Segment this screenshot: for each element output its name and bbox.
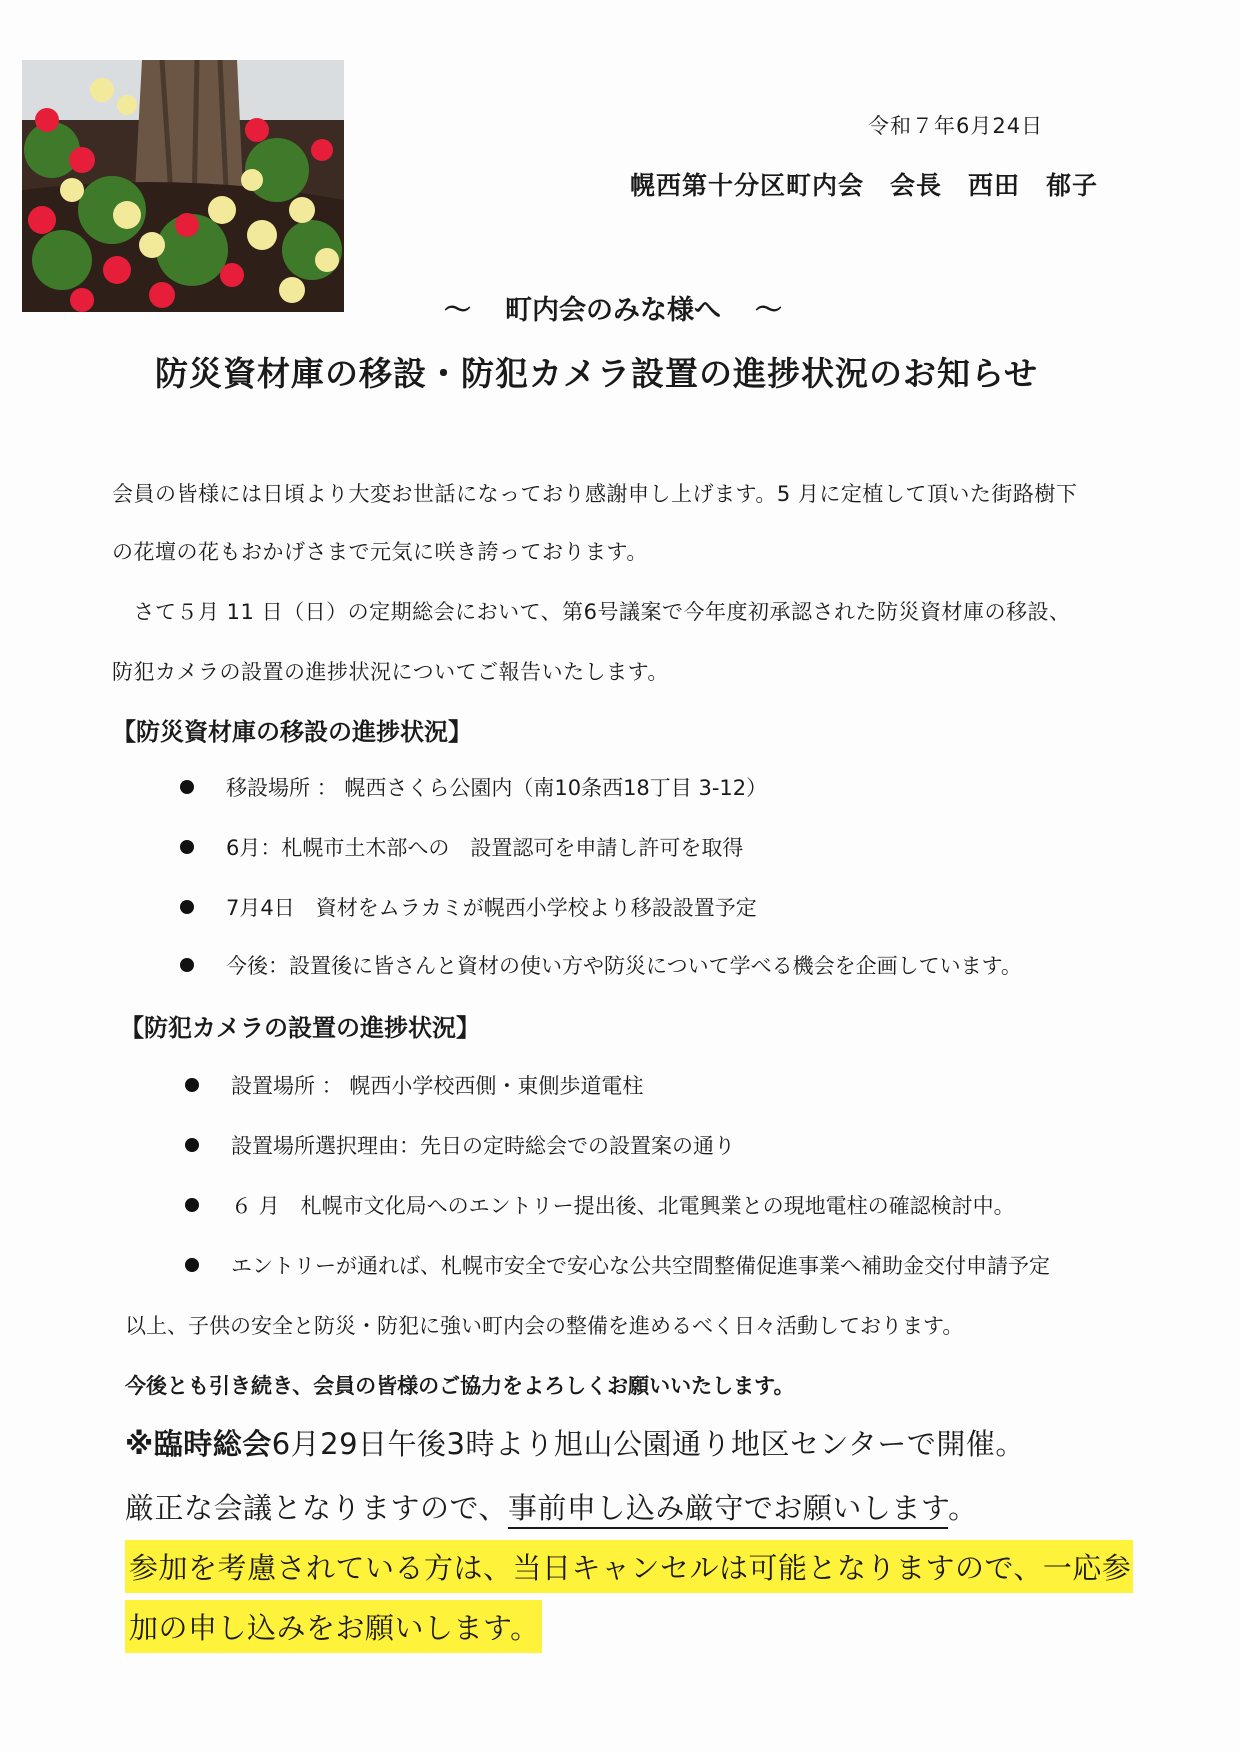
list-item (180, 950, 1022, 980)
list-item-text: 設置場所 ： 幌西小学校西側・東側歩道電柱 (231, 1074, 644, 1098)
list-item (185, 1250, 1050, 1280)
flower-bed-image (22, 60, 344, 312)
issue-date: 令和７年6月24日 (868, 114, 1044, 138)
bullet-icon (185, 1138, 199, 1152)
list-item-text: 今後：設置後に皆さんと資材の使い方や防災について学べる機会を企画しています。 (226, 954, 1022, 978)
registration-notice-text: 厳正な会議となりますので、 (125, 1491, 508, 1525)
section-heading-camera: 【防犯カメラの設置の進捗状況】 (120, 1014, 480, 1042)
bullet-icon (180, 780, 194, 794)
greeting-tilde-left: ～ (444, 295, 471, 326)
closing-request: 今後とも引き続き、会員の皆様のご協力をよろしくお願いいたします。 (125, 1374, 795, 1398)
bullet-icon (180, 900, 194, 914)
bullet-icon (185, 1258, 199, 1272)
list-item (185, 1190, 1015, 1220)
sender-name: 幌西第十分区町内会 会長 西田 郁子 (630, 171, 1099, 200)
list-item-text: 6月：札幌市土木部への 設置認可を申請し許可を取得 (226, 836, 744, 860)
list-item (185, 1070, 643, 1100)
list-item (185, 1130, 735, 1160)
closing-line: 以上、子供の安全と防災・防犯に強い町内会の整備を進めるべく日々活動しております。 (125, 1314, 964, 1338)
bullet-icon (180, 840, 194, 854)
extraordinary-meeting-notice (125, 1422, 1025, 1463)
intro-line: の花壇の花もおかげさまで元気に咲き誇っております。 (112, 540, 648, 564)
list-item-text: 設置場所選択理由：先日の定時総会での設置案の通り (231, 1134, 735, 1158)
document-title: 防災資材庫の移設・防犯カメラ設置の進捗状況のお知らせ (155, 354, 1039, 393)
list-item (180, 892, 757, 922)
list-item-text: 移設場所 ： 幌西さくら公園内（南10条西18丁目 3-12） (226, 776, 768, 800)
section-heading-storage: 【防災資材庫の移設の進捗状況】 (112, 718, 472, 746)
list-item (180, 832, 743, 862)
list-item-text: 7月4日 資材をムラカミが幌西小学校より移設設置予定 (226, 896, 757, 920)
list-item (180, 772, 767, 802)
bullet-icon (180, 958, 194, 972)
highlighted-note: 参加を考慮されている方は、当日キャンセルは可能となりますので、一応参 (125, 1540, 1133, 1593)
registration-required-text: 事前申し込み厳守でお願いします (508, 1491, 948, 1529)
highlighted-note: 加の申し込みをお願いします。 (125, 1600, 542, 1653)
notice-prefix: ※臨時総会 (125, 1427, 272, 1461)
registration-notice (125, 1486, 978, 1527)
intro-line: 会員の皆様には日頃より大変お世話になっており感謝申し上げます。5 月に定植して頂いた街路樹下 (112, 482, 1078, 506)
intro-line: 防犯カメラの設置の進捗状況についてご報告いたします。 (112, 660, 669, 684)
greeting (0, 288, 1240, 327)
registration-notice-end: 。 (948, 1491, 978, 1525)
greeting-tilde-right: ～ (755, 295, 782, 326)
list-item-text: エントリーが通れば、札幌市安全で安心な公共空間整備促進事業へ補助金交付申請予定 (231, 1254, 1050, 1278)
notice-text: 6月29日午後3時より旭山公園通り地区センターで開催。 (271, 1427, 1025, 1461)
list-item-text: ６ 月 札幌市文化局へのエントリー提出後、北電興業との現地電柱の確認検討中。 (231, 1194, 1015, 1218)
intro-line: さて５月 11 日（日）の定期総会において、第6号議案で今年度初承認された防災資材庫の移設、 (112, 600, 1071, 624)
bullet-icon (185, 1078, 199, 1092)
bullet-icon (185, 1198, 199, 1212)
flower-bed-photo (22, 60, 344, 312)
greeting-text: 町内会のみな様へ (505, 295, 721, 326)
